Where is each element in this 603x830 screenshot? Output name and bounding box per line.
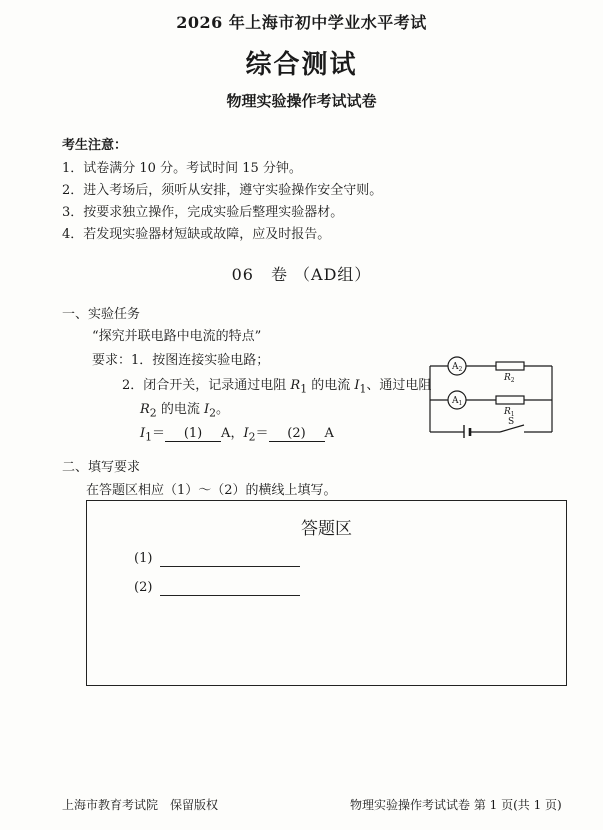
equals-sign: ＝ (152, 426, 166, 441)
resistor-r2-label: $R_2$ (504, 373, 515, 384)
answer-line-1[interactable] (160, 566, 300, 567)
section-heading: 二、填写要求 (62, 460, 141, 475)
answer-area-title: 答题区 (301, 519, 352, 539)
resistor-r1 (496, 396, 524, 404)
ammeter-a1-label: $A_1$ (452, 396, 463, 407)
requirement-text: 的电流 (307, 378, 355, 393)
symbol-sub: 1 (145, 430, 153, 444)
symbol-i1: I (140, 426, 146, 441)
circuit-diagram (424, 352, 560, 438)
requirement-text: 1．按图连接实验电路； (131, 353, 270, 368)
symbol-i2: I (203, 402, 210, 417)
paper-code: 06 卷 （AD组） (231, 265, 372, 284)
symbol-sub: 2 (149, 406, 157, 420)
unit: A (221, 426, 231, 441)
symbol-sub: 2 (248, 430, 256, 444)
notice-item: 2．进入考场后，须听从安排，遵守实验操作安全守则。 (62, 183, 383, 198)
answer-label-2: (2) (134, 580, 153, 595)
requirement-2 (122, 374, 431, 396)
requirement-text: 的电流 (156, 402, 204, 417)
ammeter-a2-label: $A_2$ (452, 362, 463, 373)
requirement-text: 、通过电阻 (366, 378, 432, 393)
notice-item: 3．按要求独立操作，完成实验后整理实验器材。 (62, 205, 344, 220)
requirement-label: 要求： (92, 353, 132, 368)
footer-page-info: 物理实验操作考试试卷 第 1 页(共 1 页) (350, 798, 562, 812)
symbol-sub: 1 (359, 382, 367, 396)
symbol-i2: I (243, 426, 249, 441)
exam-subject-title: 综合测试 (245, 50, 358, 80)
answer-line-2[interactable] (160, 595, 300, 596)
equals-sign: ＝ (255, 426, 269, 441)
symbol-i1: I (354, 378, 360, 393)
section-heading: 一、实验任务 (62, 307, 141, 322)
requirement-text: 2．闭合开关，记录通过电阻 (122, 378, 291, 393)
symbol-sub: 2 (209, 406, 216, 420)
blank-1: (1) (165, 426, 221, 442)
fill-in-line (140, 422, 334, 444)
notice-item: 1．试卷满分 10 分。考试时间 15 分钟。 (62, 161, 302, 176)
separator: ， (230, 426, 244, 441)
exam-paper-title: 物理实验操作考试试卷 (226, 92, 377, 110)
requirement-1 (92, 349, 269, 368)
symbol-r1: R (290, 378, 301, 393)
symbol-r2: R (140, 402, 150, 417)
notice-item: 4．若发现实验器材短缺或故障，应及时报告。 (62, 227, 331, 242)
requirement-text: 。 (215, 402, 229, 417)
symbol-sub: 1 (300, 382, 308, 396)
resistor-r2 (496, 362, 524, 370)
footer-copyright: 上海市教育考试院 保留版权 (62, 798, 219, 812)
unit: A (324, 426, 334, 441)
blank-2: (2) (269, 426, 325, 442)
switch-label: S (508, 417, 515, 427)
requirement-2-cont (140, 398, 229, 420)
answer-label-1: (1) (134, 551, 153, 566)
exam-year-title: 2026 年上海市初中学业水平考试 (176, 13, 427, 32)
resistor-r1-label: $R_1$ (504, 407, 515, 418)
task-title: “探究并联电路中电流的特点” (92, 329, 262, 344)
fill-instruction: 在答题区相应（1）～（2）的横线上填写。 (86, 483, 337, 498)
notice-title: 考生注意： (62, 138, 128, 153)
